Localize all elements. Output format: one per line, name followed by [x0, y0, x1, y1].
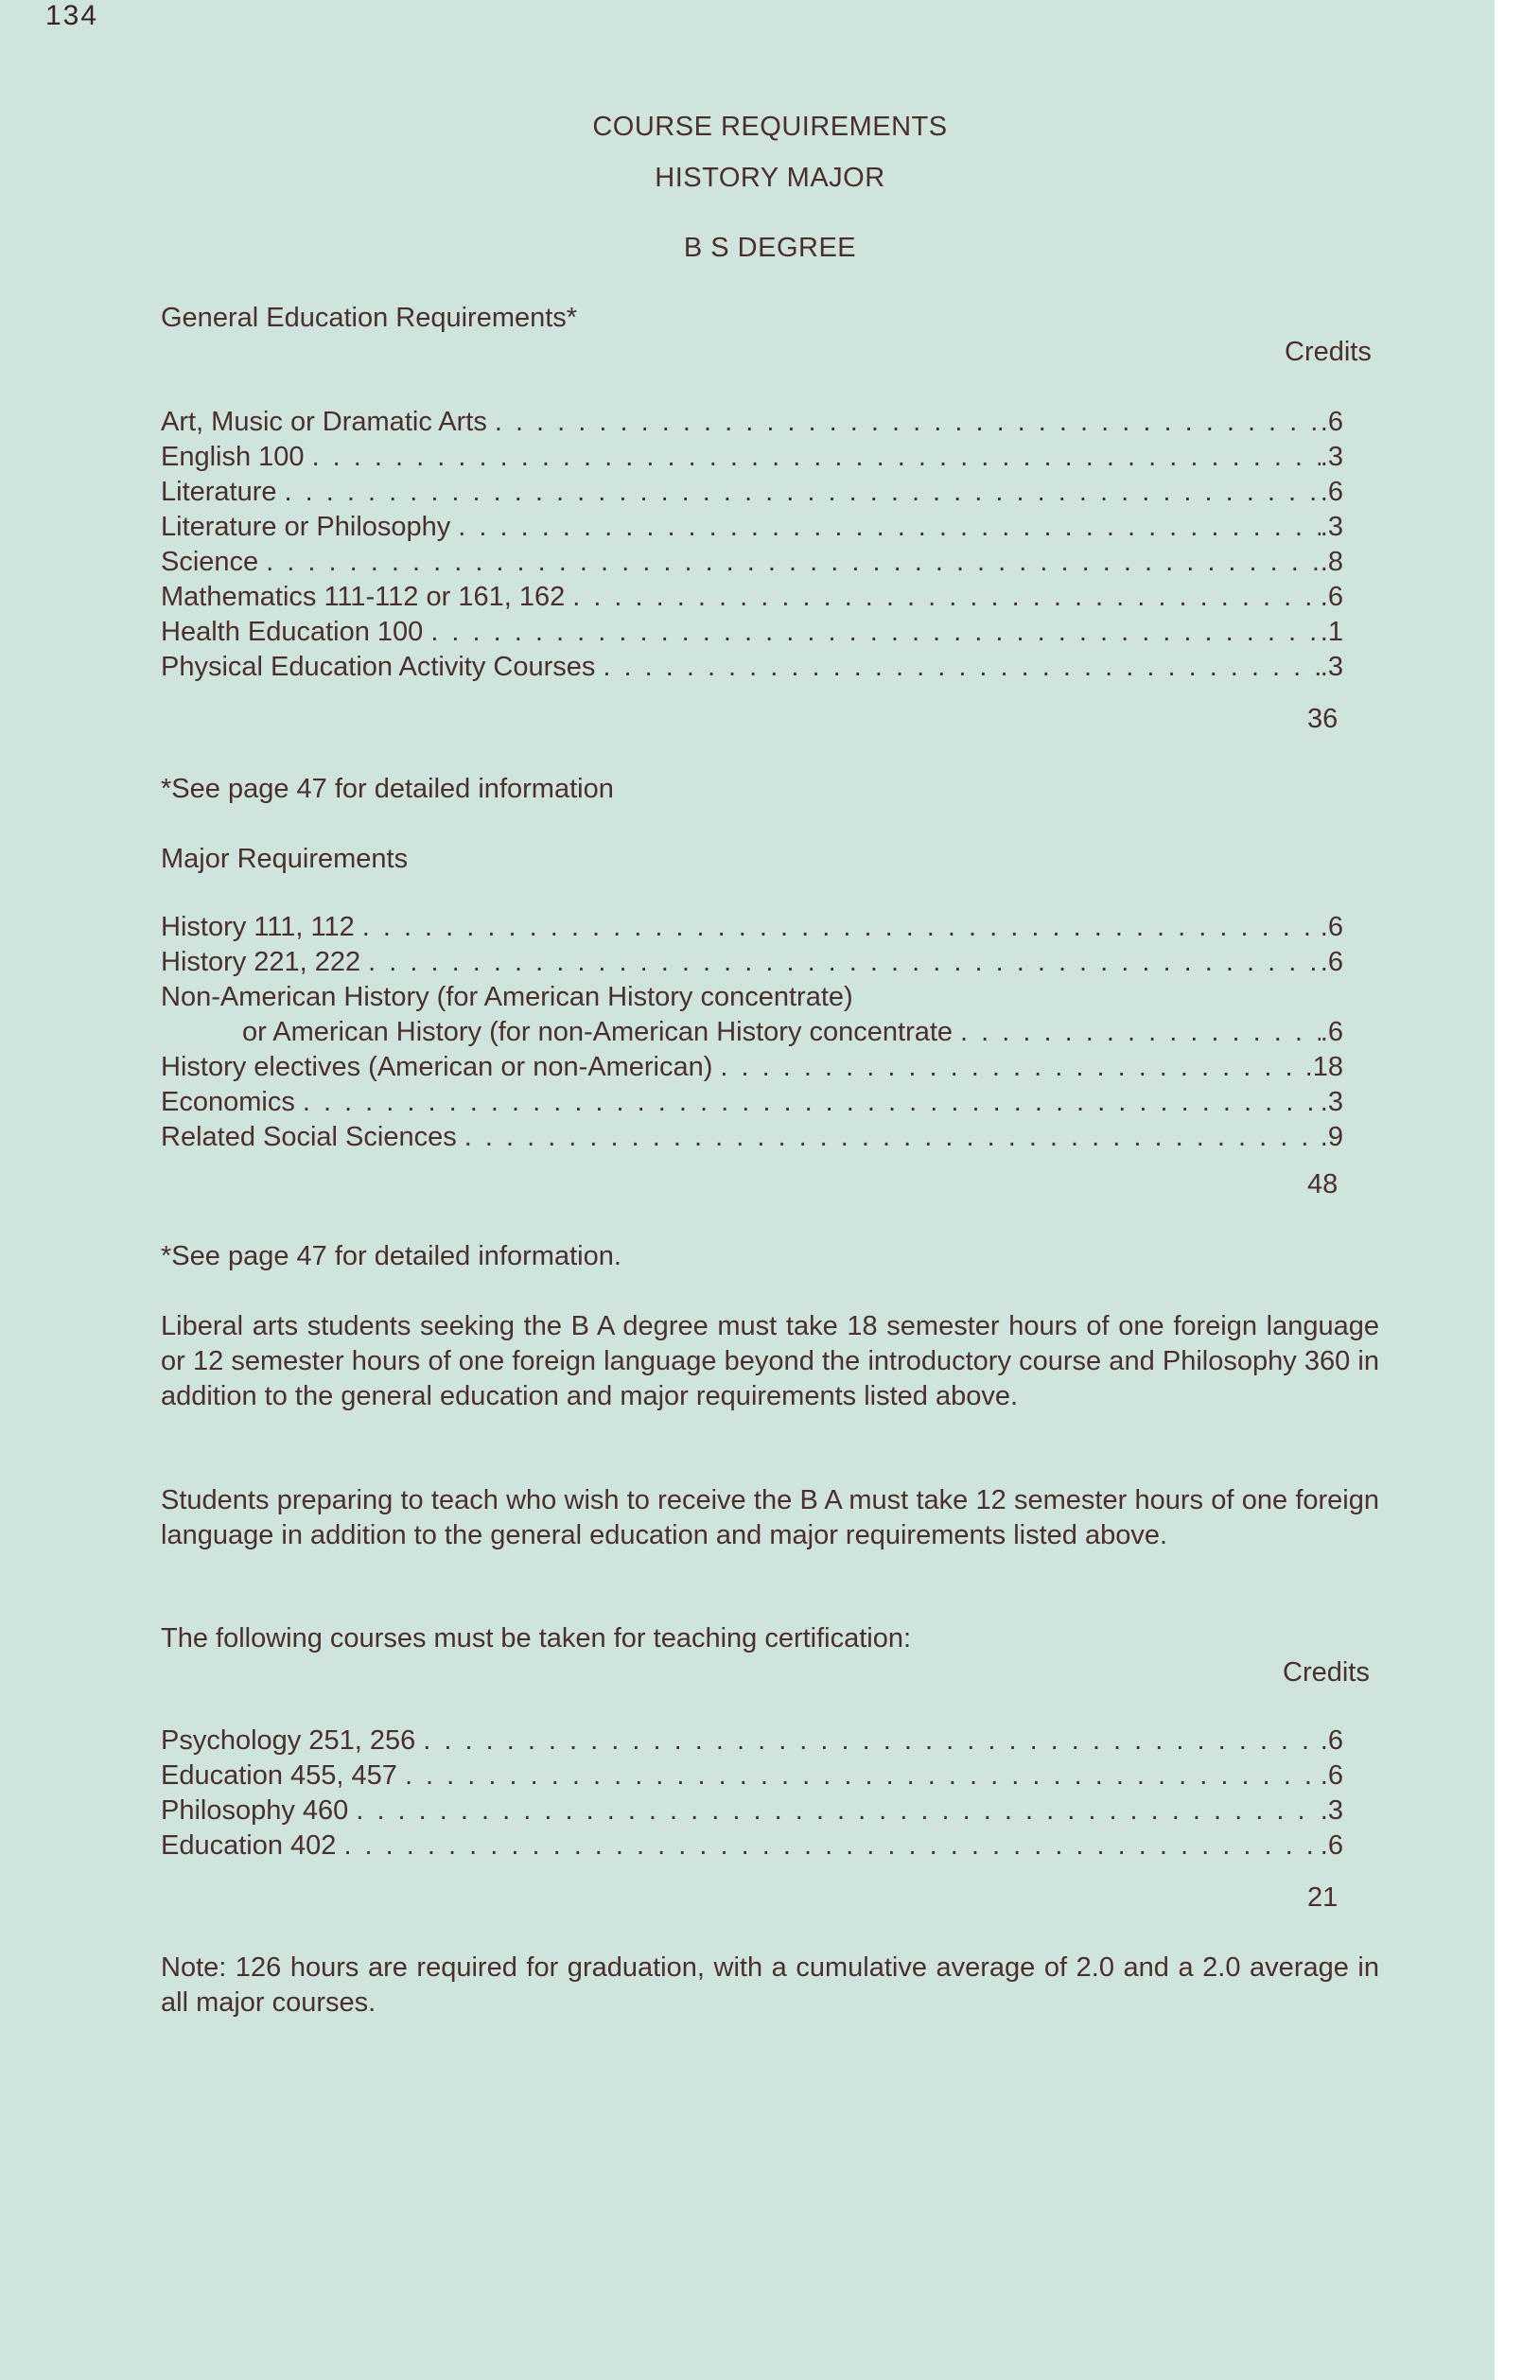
- course-name: Non-American History (for American History concentrate): [161, 982, 853, 1012]
- major-footnote: *See page 47 for detailed information.: [161, 1241, 621, 1271]
- course-credits: . 3: [1321, 1087, 1343, 1118]
- course-credits: . 6: [1321, 947, 1343, 978]
- course-credits: . 3: [1321, 512, 1343, 543]
- page-number: 134: [45, 0, 99, 31]
- course-name: English 100: [161, 442, 305, 472]
- major-requirements-list: [161, 912, 1343, 1157]
- general-total: 36: [1307, 704, 1339, 734]
- course-credits: . 1: [1321, 617, 1343, 648]
- leader-dots: [362, 912, 1321, 943]
- course-name: Psychology 251, 256: [161, 1725, 416, 1756]
- page-subtitle-major: HISTORY MAJOR: [655, 163, 885, 193]
- leader-dots: [458, 512, 1321, 543]
- leader-dots: [495, 407, 1321, 438]
- leader-dots: [603, 652, 1320, 683]
- major-total: 48: [1307, 1169, 1339, 1199]
- leader-dots: [423, 1725, 1321, 1757]
- certification-credits-header: Credits: [1283, 1657, 1370, 1688]
- list-item: [161, 1795, 1343, 1830]
- course-name: Science: [161, 547, 259, 577]
- leader-dots: [303, 1087, 1321, 1118]
- course-credits: . 6: [1321, 912, 1343, 943]
- leader-dots: [356, 1795, 1320, 1827]
- list-item: [161, 477, 1343, 512]
- course-name: Literature: [161, 477, 277, 507]
- course-credits: . 8: [1321, 547, 1343, 578]
- list-item: [161, 1830, 1343, 1865]
- course-credits: . 3: [1321, 442, 1343, 473]
- leader-dots: [430, 617, 1320, 648]
- leader-dots: [405, 1760, 1321, 1792]
- course-name: Education 455, 457: [161, 1760, 397, 1791]
- course-credits: . 6: [1321, 477, 1343, 508]
- list-item: [161, 407, 1343, 442]
- leader-dots: [266, 547, 1321, 578]
- course-name: Mathematics 111-112 or 161, 162: [161, 582, 566, 612]
- general-footnote: *See page 47 for detailed information: [161, 774, 614, 804]
- graduation-note: Note: 126 hours are required for graduation, with a cumulative average of 2.0 and a 2.0 average in all major courses.: [161, 1952, 1379, 2018]
- list-item: [161, 982, 1343, 1017]
- leader-dots: [720, 1052, 1304, 1083]
- course-credits: . 6: [1321, 1830, 1343, 1862]
- list-item: [161, 617, 1343, 652]
- general-education-heading: General Education Requirements*: [161, 303, 578, 333]
- list-item: [161, 582, 1343, 617]
- page-title: COURSE REQUIREMENTS: [592, 112, 948, 142]
- course-name: History electives (American or non-American): [161, 1052, 713, 1082]
- course-credits: . 6: [1321, 1017, 1343, 1048]
- course-name: History 111, 112: [161, 912, 355, 942]
- list-item: [161, 1017, 1343, 1052]
- list-item: [161, 512, 1343, 547]
- certification-list: [161, 1725, 1343, 1865]
- list-item: [161, 547, 1343, 582]
- course-name: Related Social Sciences: [161, 1122, 457, 1152]
- leader-dots: [312, 442, 1321, 473]
- course-credits: . 9: [1321, 1122, 1343, 1153]
- course-name: Physical Education Activity Courses: [161, 652, 596, 682]
- course-name: History 221, 222: [161, 947, 361, 977]
- course-credits: . 6: [1321, 407, 1343, 438]
- course-name: Education 402: [161, 1830, 337, 1861]
- leader-dots: [343, 1830, 1320, 1862]
- general-credits-header: Credits: [1285, 337, 1372, 367]
- course-credits: . 6: [1321, 1760, 1343, 1792]
- course-name: Health Education 100: [161, 617, 424, 647]
- page-subtitle-degree: B S DEGREE: [683, 233, 857, 263]
- course-name: Literature or Philosophy: [161, 512, 451, 542]
- course-name: Economics: [161, 1087, 295, 1117]
- certification-total: 21: [1307, 1882, 1339, 1913]
- course-credits: . 6: [1321, 582, 1343, 613]
- leader-dots: [464, 1122, 1321, 1153]
- list-item: [161, 1052, 1343, 1087]
- course-name: or American History (for non-American History concentrate: [242, 1017, 954, 1047]
- leader-dots: [368, 947, 1321, 978]
- list-item: [161, 652, 1343, 687]
- course-credits: . 6: [1321, 1725, 1343, 1757]
- list-item: [161, 947, 1343, 982]
- ba-language-paragraph: Liberal arts students seeking the B A degree must take 18 semester hours of one foreign language or 12 semester hours of one foreign language beyond the introductory course and Philosophy 360 in addition to the general education and major requirements listed above.: [161, 1311, 1379, 1411]
- list-item: [161, 1122, 1343, 1157]
- teaching-ba-paragraph: Students preparing to teach who wish to receive the B A must take 12 semester hours of one foreign language in addition to the general education and major requirements listed above.: [161, 1485, 1379, 1550]
- list-item: [161, 912, 1343, 947]
- leader-dots: [960, 1017, 1321, 1048]
- course-credits: . 18: [1305, 1052, 1343, 1083]
- certification-intro: The following courses must be taken for teaching certification:: [161, 1623, 912, 1654]
- course-name: Philosophy 460: [161, 1795, 349, 1826]
- list-item: [161, 1725, 1343, 1760]
- leader-dots: [285, 477, 1321, 508]
- list-item: [161, 1760, 1343, 1795]
- course-name: Art, Music or Dramatic Arts: [161, 407, 487, 437]
- general-education-list: [161, 407, 1343, 687]
- leader-dots: [572, 582, 1321, 613]
- course-credits: . 3: [1321, 652, 1343, 683]
- major-requirements-heading: Major Requirements: [161, 844, 409, 874]
- list-item: [161, 442, 1343, 477]
- list-item: [161, 1087, 1343, 1122]
- course-credits: . 3: [1321, 1795, 1343, 1827]
